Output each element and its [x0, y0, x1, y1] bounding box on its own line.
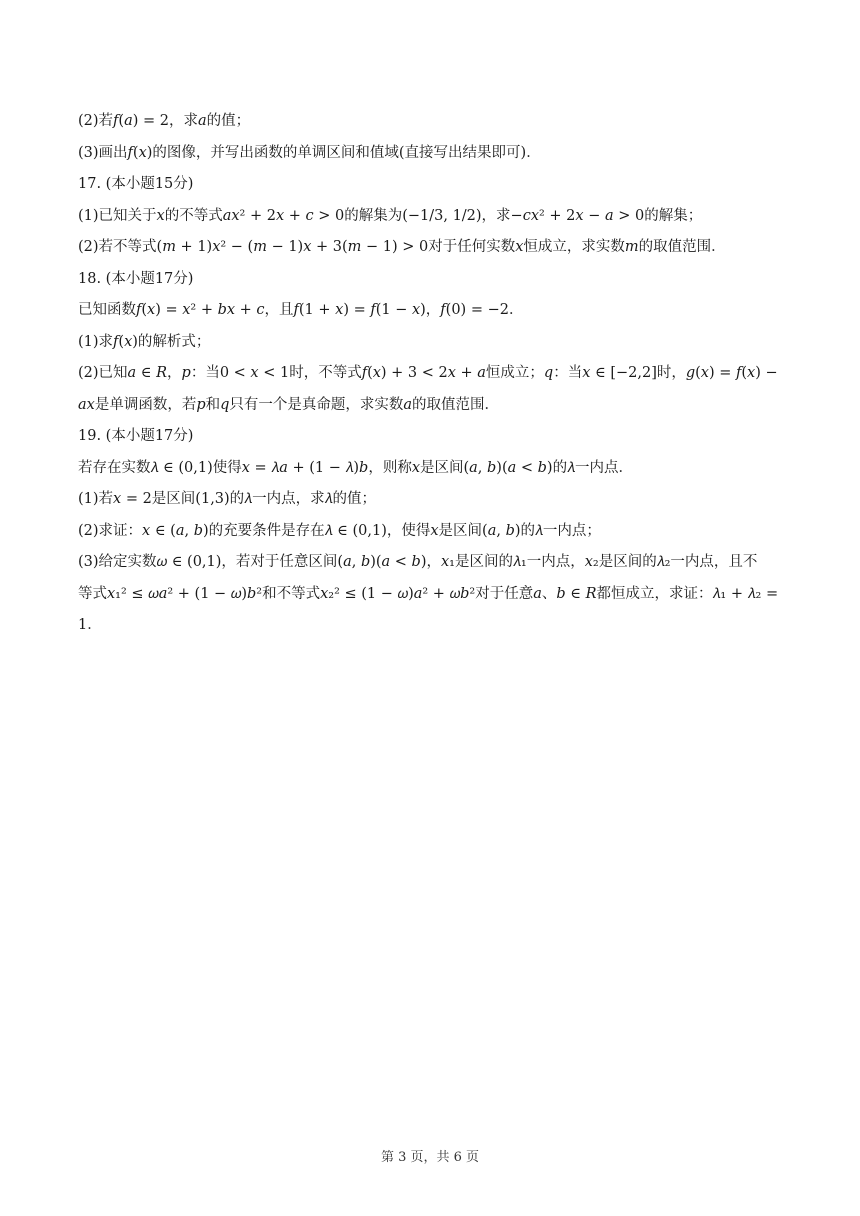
- text-line: (2)求证：𝑥 ∈ (𝑎, 𝑏)的充要条件是存在𝜆 ∈ (0,1)，使得𝑥是区间(𝑎, 𝑏)的𝜆一内点；: [78, 522, 601, 539]
- text-line: 1．: [78, 617, 102, 633]
- text-line: 若存在实数𝜆 ∈ (0,1)使得𝑥 = 𝜆𝑎 + (1 − 𝜆)𝑏，则称𝑥是区间(𝑎, 𝑏)(𝑎 < 𝑏)的𝜆一内点．: [78, 459, 633, 476]
- text-line: (3)给定实数𝜔 ∈ (0,1)，若对于任意区间(𝑎, 𝑏)(𝑎 < 𝑏)，𝑥₁是区间的𝜆₁一内点，𝑥₂是区间的𝜆₂一内点，且不: [78, 554, 758, 570]
- page-footer: 第 3 页，共 6 页: [380, 1150, 480, 1165]
- text-line: 等式𝑥₁² ≤ 𝜔𝑎² + (1 − 𝜔)𝑏²和不等式𝑥₂² ≤ (1 − 𝜔)𝑎² + 𝜔𝑏²对于任意𝑎、𝑏 ∈ 𝑅都恒成立，求证：𝜆₁ + 𝜆₂ =: [78, 585, 778, 602]
- page-content: [78, 106, 778, 642]
- text-line: (2)若𝑓(𝑎) = 2，求𝑎的值；: [78, 113, 251, 129]
- question-heading: 18. (本小题17分): [78, 270, 194, 287]
- question-heading: 17. (本小题15分): [78, 176, 194, 192]
- text-line: 已知函数𝑓(𝑥) = 𝑥² + 𝑏𝑥 + 𝑐，且𝑓(1 + 𝑥) = 𝑓(1 − 𝑥)，𝑓(0) = −2．: [78, 302, 524, 318]
- text-line: (2)若不等式(𝑚 + 1)𝑥² − (𝑚 − 1)𝑥 + 3(𝑚 − 1) > 0对于任何实数𝑥恒成立，求实数𝑚的取值范围．: [78, 239, 726, 255]
- text-line: (1)若𝑥 = 2是区间(1,3)的𝜆一内点，求𝜆的值；: [78, 491, 377, 507]
- text-line: (1)求𝑓(𝑥)的解析式；: [78, 333, 211, 350]
- text-line: 𝑎𝑥是单调函数，若𝑝和𝑞只有一个是真命题，求实数𝑎的取值范围．: [78, 396, 500, 413]
- text-line: (3)画出𝑓(𝑥)的图像，并写出函数的单调区间和值域(直接写出结果即可)．: [78, 144, 541, 161]
- text-line: (1)已知关于𝑥的不等式𝑎𝑥² + 2𝑥 + 𝑐 > 0的解集为(−1/3, 1/2)，求−𝑐𝑥² + 2𝑥 − 𝑎 > 0的解集；: [78, 207, 703, 224]
- question-heading: 19. (本小题17分): [78, 428, 194, 444]
- text-line: (2)已知𝑎 ∈ 𝑅，𝑝：当0 < 𝑥 < 1时，不等式𝑓(𝑥) + 3 < 2𝑥 + 𝑎恒成立；𝑞：当𝑥 ∈ [−2,2]时，𝑔(𝑥) = 𝑓(𝑥) −: [78, 365, 778, 381]
